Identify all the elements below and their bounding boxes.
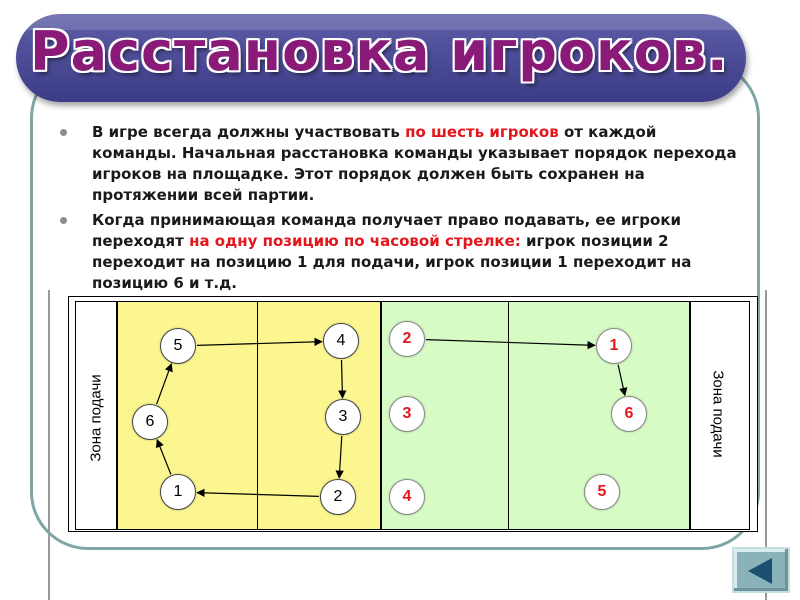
away-player-5: 5 [584,474,620,510]
back-button[interactable] [732,547,790,593]
emphasis-text: по шесть игроков [405,123,559,141]
emphasis-text: на одну позицию по часовой стрелке: [189,232,521,250]
home-player-1: 1 [160,474,196,510]
bullet-dot-icon [60,129,67,136]
body-text: Когда принимающая команда получает право подавать, ее игроки переходят [92,211,682,250]
away-player-6: 6 [611,396,647,432]
home-player-3: 3 [325,399,361,435]
body-text: В игре всегда должны участвовать [92,123,406,141]
away-player-4: 4 [389,479,425,515]
home-player-4: 4 [323,323,359,359]
serve-zone-right-label: Зона подачи [709,370,727,458]
bullet-dot-icon [60,217,67,224]
body-text: от каждой команды. Начальная расстановка команды указывает порядок перехода игроков на площадке. Этот порядок должен быть сохранен на протяжении всей партии. [92,123,737,204]
away-player-1: 1 [596,328,632,364]
away-player-3: 3 [389,396,425,432]
attack-line-away [508,301,509,530]
attack-line-home [257,301,258,530]
bullet-paragraph [58,210,738,294]
away-player-2: 2 [389,321,425,357]
home-player-2: 2 [320,479,356,515]
bullet-paragraph [58,122,738,206]
serve-zone-left-label: Зона подачи [87,374,105,462]
slide-title: Расстановка игроков. [30,20,729,83]
back-arrow-icon [748,558,772,584]
home-player-6: 6 [132,404,168,440]
body-text: игрок позиции 2 переходит на позицию 1 для подачи, игрок позиции 1 переходит на позицию 6 и т.д. [92,232,692,292]
home-player-5: 5 [160,328,196,364]
bullet-list [58,122,738,298]
